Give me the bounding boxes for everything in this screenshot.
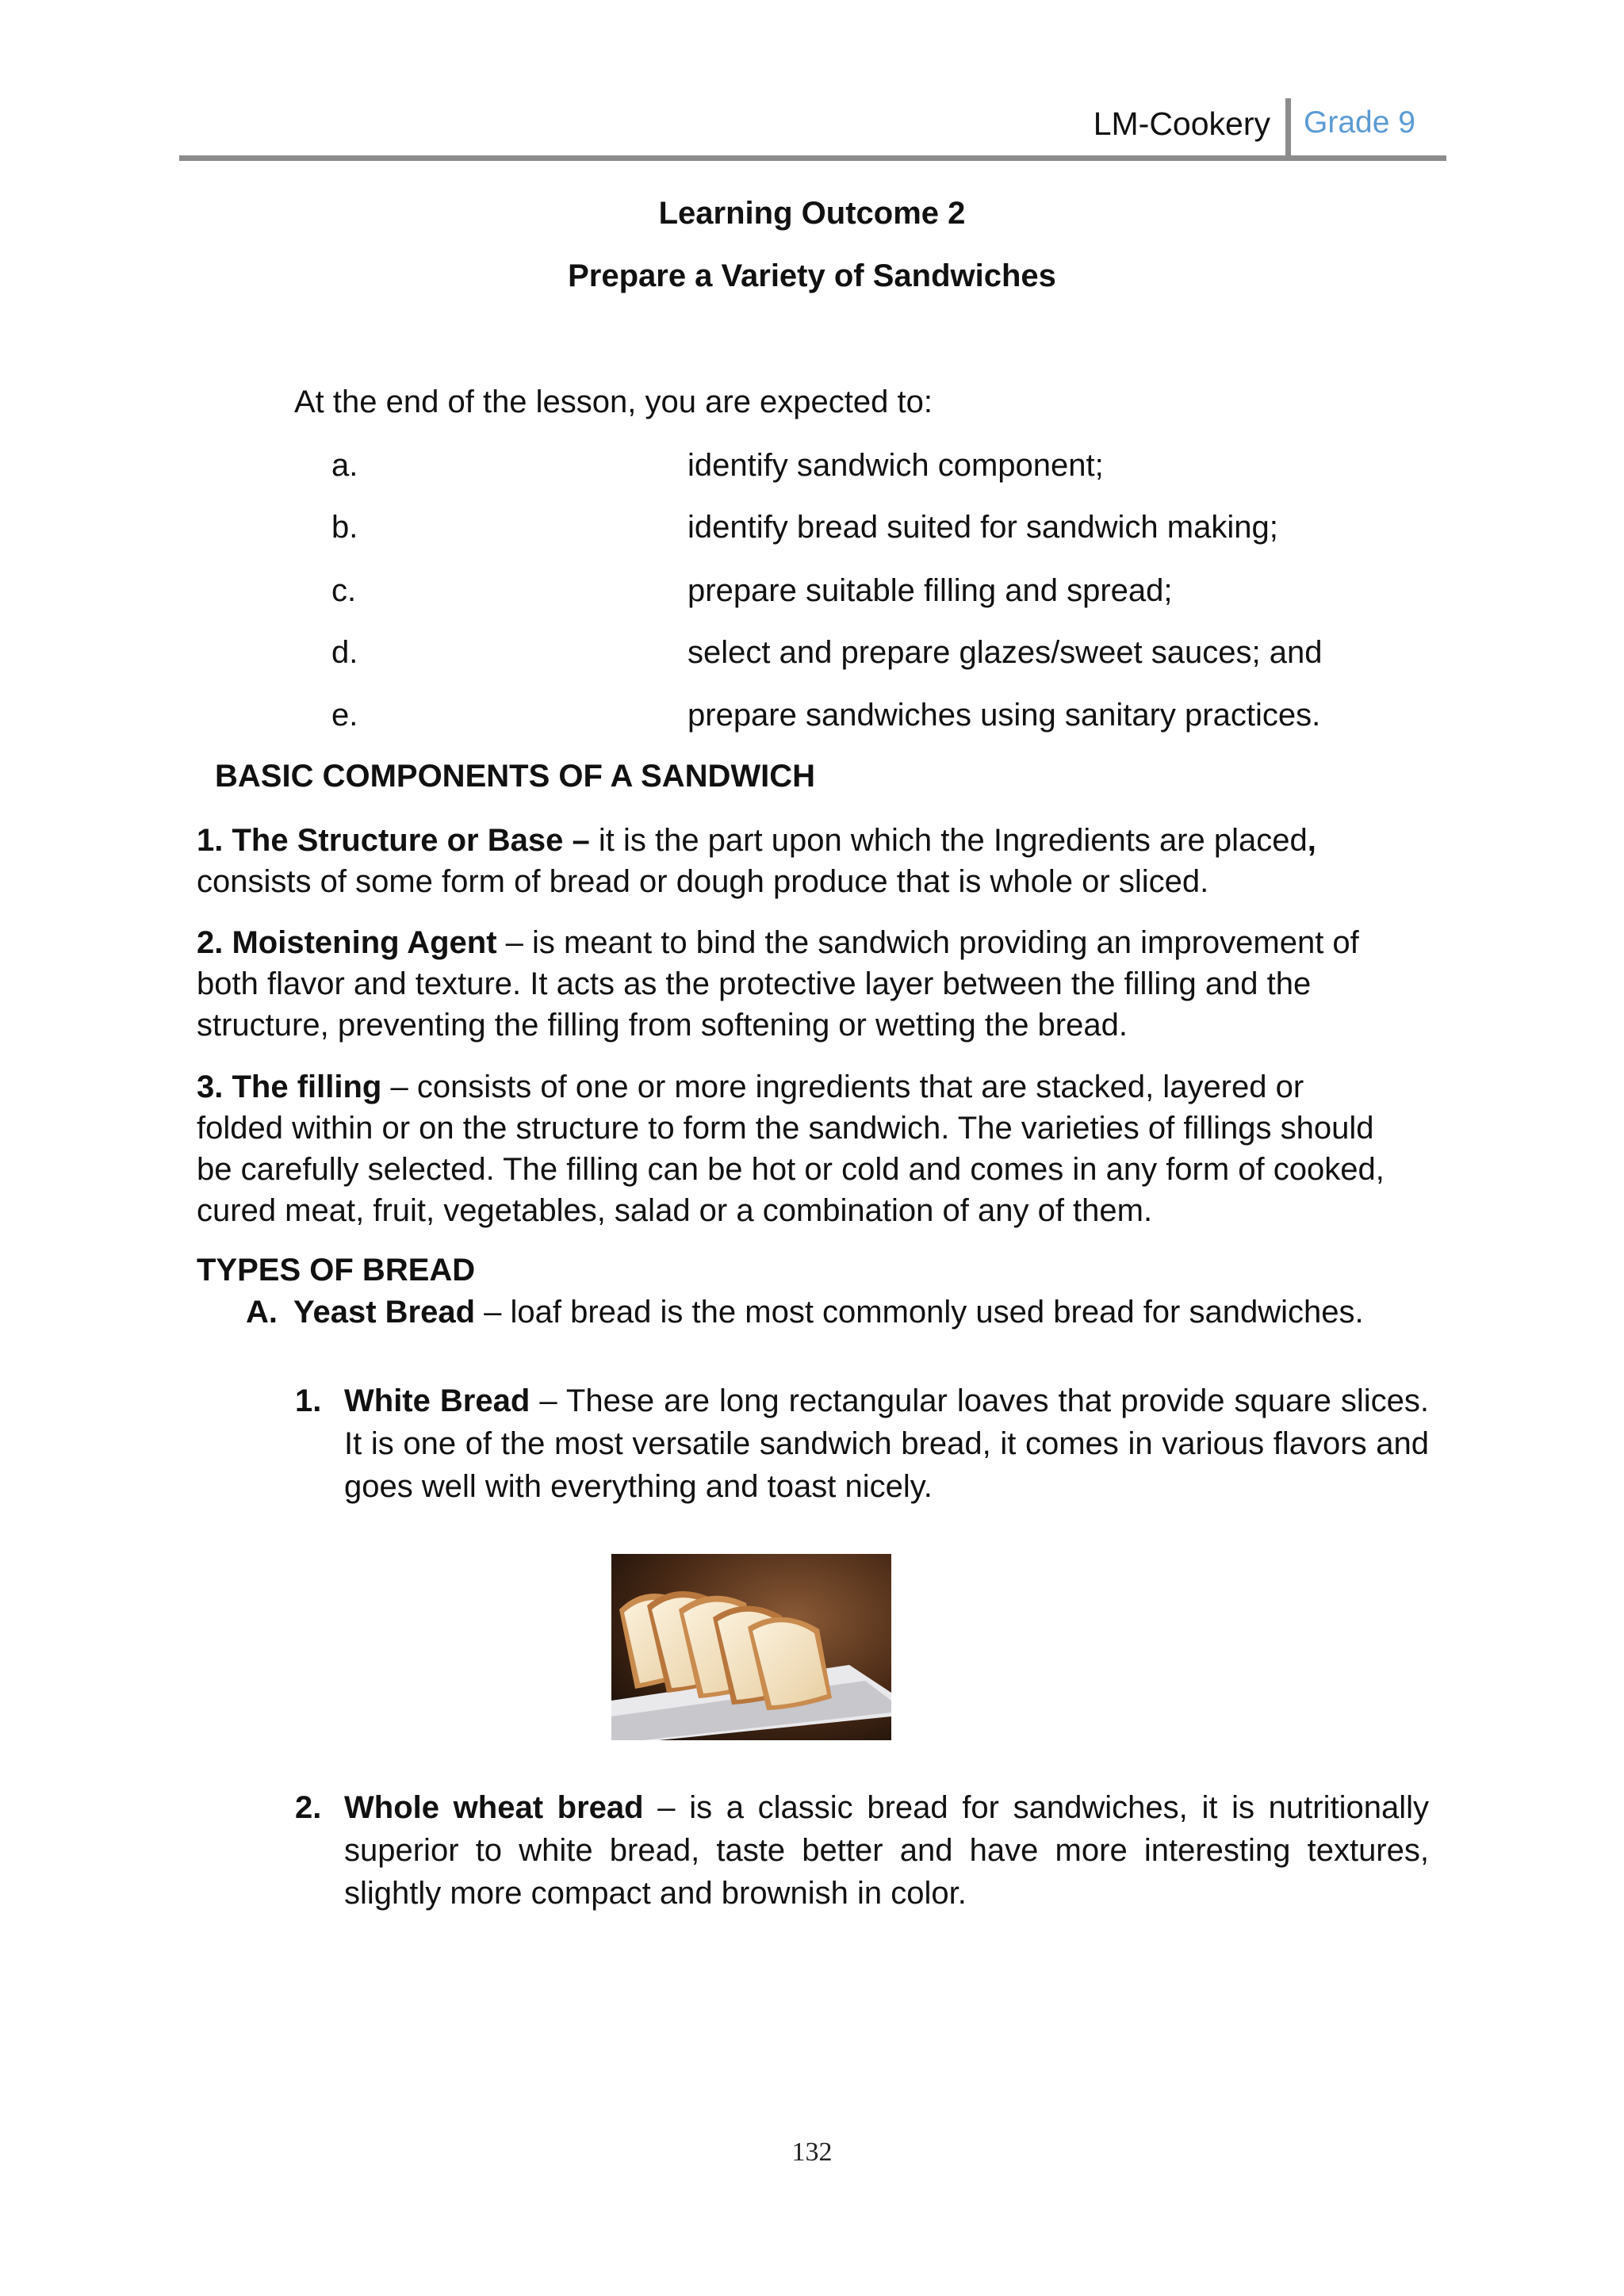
component-term: 3. The filling: [197, 1070, 382, 1104]
bread-item-whole-wheat: [295, 1786, 1429, 1915]
component-text: it is the part upon which the Ingredients are placed: [589, 823, 1308, 858]
item-text: – loaf bread is the most commonly used bread for sandwiches.: [475, 1295, 1364, 1330]
yeast-bread-item: [246, 1295, 1364, 1330]
bread-types-heading: TYPES OF BREAD: [197, 1253, 476, 1288]
item-term: White Bread: [344, 1383, 530, 1418]
objective-text: prepare sandwiches using sanitary practices.: [688, 698, 1321, 733]
components-heading: BASIC COMPONENTS OF A SANDWICH: [215, 759, 816, 794]
objectives-intro: At the end of the lesson, you are expected to:: [294, 385, 933, 419]
white-bread-photo: [611, 1554, 891, 1740]
objective-text: select and prepare glazes/sweet sauces; and: [688, 635, 1323, 670]
page-number: 132: [791, 2137, 833, 2167]
component-filling: [197, 1066, 1434, 1231]
objective-letter: d.: [331, 635, 358, 670]
component-text: structure, preventing the filling from softening or wetting the bread.: [197, 1008, 1128, 1043]
component-text: ,: [1307, 823, 1316, 858]
component-text: – is meant to bind the sandwich providing an improvement of: [496, 925, 1359, 960]
component-text: folded within or on the structure to form the sandwich. The varieties of fillings should: [197, 1111, 1374, 1146]
component-text: – consists of one or more ingredients that are stacked, layered or: [381, 1070, 1304, 1104]
component-text: be carefully selected. The filling can be hot or cold and comes in any form of cooked,: [197, 1152, 1385, 1187]
item-term: Whole wheat bread: [344, 1790, 644, 1825]
component-text: cured meat, fruit, vegetables, salad or a combination of any of them.: [197, 1193, 1153, 1228]
header-rule: [179, 155, 1446, 161]
lesson-title: Prepare a Variety of Sandwiches: [568, 258, 1056, 293]
item-text: – These are long rectangular loaves that provide square slices. It is one of the most versatile sandwich bread, it comes in various flavors and goes well with everything and toast nicely.: [344, 1383, 1429, 1504]
item-label: A.: [246, 1295, 278, 1330]
objective-letter: e.: [331, 698, 358, 733]
objective-letter: c.: [331, 573, 357, 608]
bread-item-white: [295, 1380, 1429, 1508]
header-separator: [1285, 98, 1291, 155]
grade-label: Grade 9: [1304, 105, 1415, 140]
item-number: 1.: [295, 1383, 322, 1418]
course-label: LM-Cookery: [1093, 105, 1270, 142]
component-moistening-agent: [197, 922, 1434, 1046]
objective-text: identify sandwich component;: [688, 448, 1104, 483]
component-text: consists of some form of bread or dough produce that is whole or sliced.: [197, 864, 1209, 899]
component-term: 1. The Structure or Base –: [197, 823, 590, 858]
component-structure: [197, 820, 1434, 902]
objective-letter: a.: [331, 448, 358, 483]
objective-text: prepare suitable filling and spread;: [688, 573, 1173, 608]
item-text: – is a classic bread for sandwiches, it is nutritionally superior to white bread, taste better and have more interesting textures, slightly more compact and brownish in color.: [344, 1790, 1429, 1911]
page-header: [179, 94, 1446, 162]
item-number: 2.: [295, 1790, 322, 1825]
objective-text: identify bread suited for sandwich making;: [688, 510, 1278, 545]
component-term: 2. Moistening Agent: [197, 925, 497, 960]
learning-outcome-title: Learning Outcome 2: [658, 196, 966, 231]
objective-letter: b.: [331, 510, 358, 545]
component-text: both flavor and texture. It acts as the protective layer between the filling and the: [197, 966, 1312, 1001]
item-term: Yeast Bread: [293, 1295, 476, 1330]
